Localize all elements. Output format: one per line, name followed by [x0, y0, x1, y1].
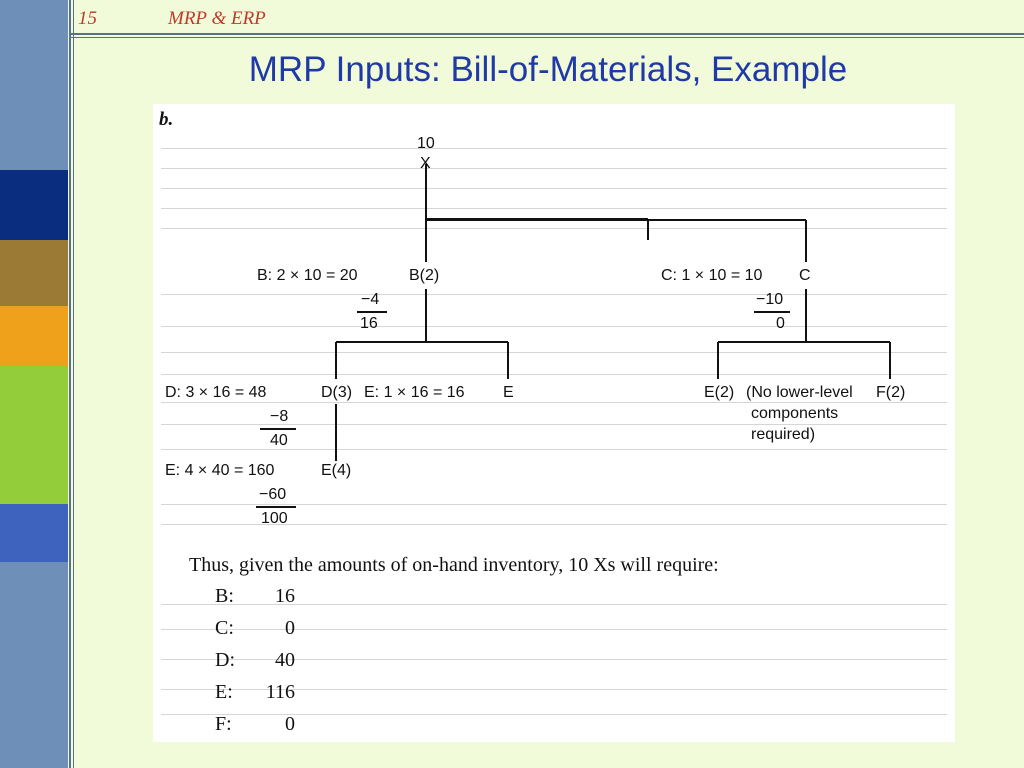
header-rule-thin: [70, 37, 1024, 38]
calc-b-minus: −4: [361, 291, 380, 308]
node-c: C: [799, 267, 811, 284]
summary-qty-f: 0: [285, 713, 295, 735]
node-d: D(3): [321, 384, 353, 401]
calc-d-minus: −8: [270, 408, 289, 425]
summary-qty-d: 40: [275, 649, 295, 671]
summary-item-b: B:: [215, 585, 234, 607]
summary-item-f: F:: [215, 713, 232, 735]
sidebar-band-blue: [0, 504, 68, 562]
node-e4: E(4): [321, 462, 352, 479]
calc-b: B: 2 × 10 = 20: [257, 267, 358, 284]
node-x-qty: 10: [417, 135, 435, 152]
node-x: X: [420, 155, 431, 172]
header-section: MRP & ERP: [168, 8, 266, 29]
calc-b-rule: [357, 311, 387, 313]
calc-d-result: 40: [270, 432, 288, 449]
calc-c: C: 1 × 10 = 10: [661, 267, 763, 284]
note-line-2: components: [751, 405, 839, 422]
calc-c-result: 0: [776, 315, 785, 332]
summary-qty-e: 116: [265, 681, 295, 703]
sidebar-band-olive: [0, 240, 68, 306]
bom-figure-panel: [153, 104, 955, 742]
summary-qty-c: 0: [285, 617, 295, 639]
slide-title: MRP Inputs: Bill-of-Materials, Example: [248, 50, 848, 89]
calc-e4-rule: [256, 506, 296, 508]
calc-d: D: 3 × 16 = 48: [165, 384, 267, 401]
note-line-3: required): [751, 426, 816, 443]
sidebar-band-navy: [0, 170, 68, 240]
figure-label: b.: [159, 109, 174, 130]
node-e2: E(2): [704, 384, 735, 401]
calc-e4-result: 100: [261, 510, 288, 527]
sidebar-divider-line: [69, 0, 71, 768]
node-f: F(2): [876, 384, 906, 401]
calc-c-minus: −10: [756, 291, 784, 308]
calc-c-rule: [754, 311, 790, 313]
calc-d-rule: [260, 428, 296, 430]
sidebar-band-green: [0, 366, 68, 504]
sidebar-band-orange: [0, 306, 68, 366]
node-e1: E: [503, 384, 514, 401]
slide-number: 15: [78, 8, 97, 29]
note-line-1: (No lower-level: [746, 384, 853, 401]
calc-e4-minus: −60: [259, 486, 287, 503]
calc-e4: E: 4 × 40 = 160: [165, 462, 275, 479]
summary-intro: Thus, given the amounts of on-hand inventory, 10 Xs will require:: [189, 554, 719, 576]
calc-e1: E: 1 × 16 = 16: [364, 384, 465, 401]
left-sidebar: [0, 0, 68, 768]
header-rule: [70, 33, 1024, 35]
summary-qty-b: 16: [275, 585, 295, 607]
summary-item-e: E:: [215, 681, 233, 703]
node-b: B(2): [409, 267, 440, 284]
summary-item-c: C:: [215, 617, 234, 639]
sidebar-divider-line-thin: [73, 0, 74, 768]
calc-b-result: 16: [360, 315, 378, 332]
summary-item-d: D:: [215, 649, 235, 671]
